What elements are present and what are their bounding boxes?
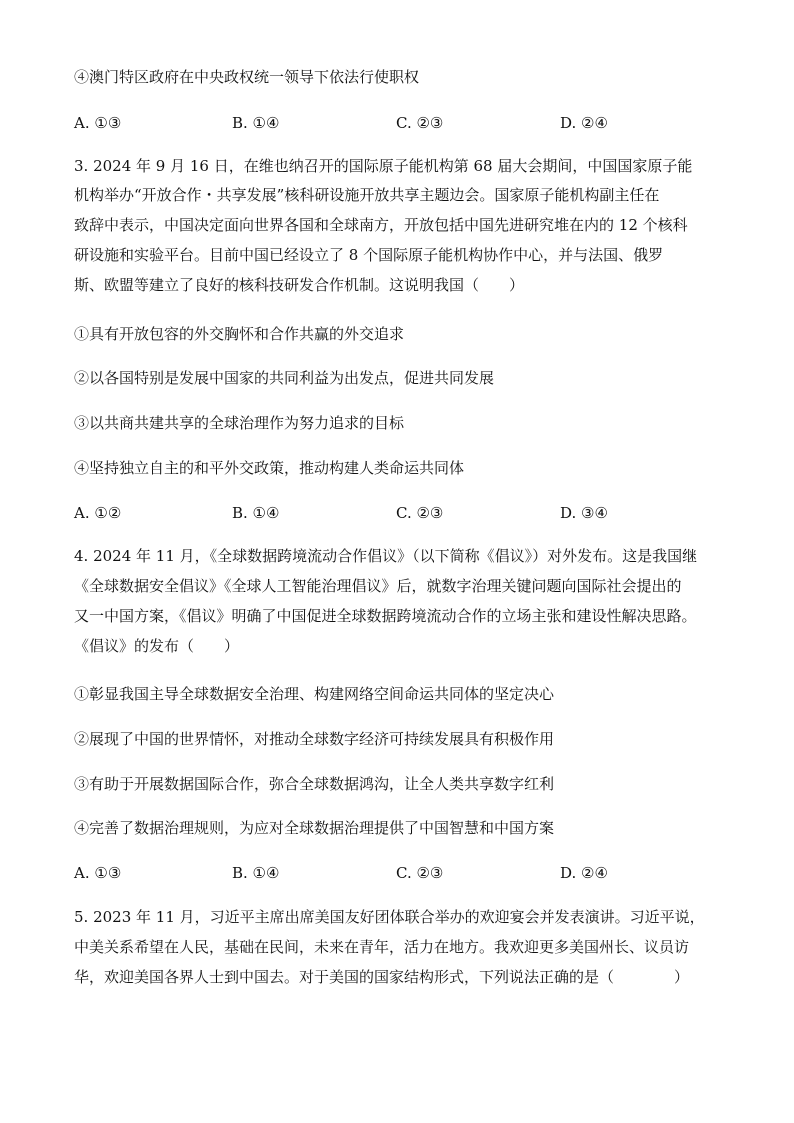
q3-item-3: ③以共商共建共享的全球治理作为努力追求的目标 — [74, 414, 405, 432]
q5-stem-line-2: 中美关系希望在人民，基础在民间，未来在青年，活力在地方。我欢迎更多美国州长、议员访 — [74, 938, 690, 956]
q4-option-c: C. ②③ — [396, 864, 444, 882]
q4-item-3: ③有助于开展数据国际合作，弥合全球数据鸿沟，让全人类共享数字红利 — [74, 775, 555, 793]
q4-option-a: A. ①③ — [74, 864, 122, 882]
q4-item-4: ④完善了数据治理规则，为应对全球数据治理提供了中国智慧和中国方案 — [74, 819, 555, 837]
q3-stem-line-2: 机构举办“开放合作・共享发展”核科研设施开放共享主题边会。国家原子能机构副主任在 — [74, 186, 660, 204]
q2-option-b: B. ①④ — [232, 114, 280, 132]
q3-option-c: C. ②③ — [396, 504, 444, 522]
q2-option-c: C. ②③ — [396, 114, 444, 132]
q3-option-b: B. ①④ — [232, 504, 280, 522]
q4-option-b: B. ①④ — [232, 864, 280, 882]
q3-option-d: D. ③④ — [560, 504, 608, 522]
q3-item-1: ①具有开放包容的外交胸怀和合作共赢的外交追求 — [74, 325, 405, 343]
q4-stem-line-3: 又一中国方案，《倡议》明确了中国促进全球数据跨境流动合作的立场主张和建设性解决思路。 — [74, 607, 697, 625]
q4-option-d: D. ②④ — [560, 864, 608, 882]
q4-options — [74, 863, 734, 883]
q2-option-d: D. ②④ — [560, 114, 608, 132]
q3-item-2: ②以各国特别是发展中国家的共同利益为出发点，促进共同发展 — [74, 369, 495, 387]
q3-option-a: A. ①② — [74, 504, 122, 522]
q3-options — [74, 503, 734, 523]
q4-item-1: ①彰显我国主导全球数据安全治理、构建网络空间命运共同体的坚定决心 — [74, 685, 555, 703]
q4-stem-line-4: 《倡议》的发布（ ） — [74, 637, 240, 655]
q3-item-4: ④坚持独立自主的和平外交政策，推动构建人类命运共同体 — [74, 459, 465, 477]
q4-stem-line-1: 4. 2024 年 11 月，《全球数据跨境流动合作倡议》（以下简称《倡议》）对外发布。这是我国继 — [74, 547, 698, 565]
q2-options — [74, 113, 734, 133]
q3-stem-line-4: 研设施和实验平台。目前中国已经设立了 8 个国际原子能机构协作中心，并与法国、俄罗 — [74, 246, 664, 264]
q5-stem-line-3: 华，欢迎美国各界人士到中国去。对于美国的国家结构形式，下列说法正确的是（ ） — [74, 968, 690, 986]
q2-item-4: ④澳门特区政府在中央政权统一领导下依法行使职权 — [74, 68, 420, 86]
q2-option-a: A. ①③ — [74, 114, 122, 132]
q4-stem-line-2: 《全球数据安全倡议》《全球人工智能治理倡议》后，就数字治理关键问题向国际社会提出的 — [74, 577, 682, 595]
q3-stem-line-3: 致辞中表示，中国决定面向世界各国和全球南方，开放包括中国先进研究堆在内的 12 个核科 — [74, 216, 688, 234]
q4-item-2: ②展现了中国的世界情怀，对推动全球数字经济可持续发展具有积极作用 — [74, 730, 555, 748]
q3-stem-line-1: 3. 2024 年 9 月 16 日，在维也纳召开的国际原子能机构第 68 届大会期间，中国国家原子能 — [74, 157, 693, 175]
q5-stem-line-1: 5. 2023 年 11 月，习近平主席出席美国友好团体联合举办的欢迎宴会并发表演讲。习近平说， — [74, 908, 705, 926]
q3-stem-line-5: 斯、欧盟等建立了良好的核科技研发合作机制。这说明我国（ ） — [74, 276, 525, 294]
